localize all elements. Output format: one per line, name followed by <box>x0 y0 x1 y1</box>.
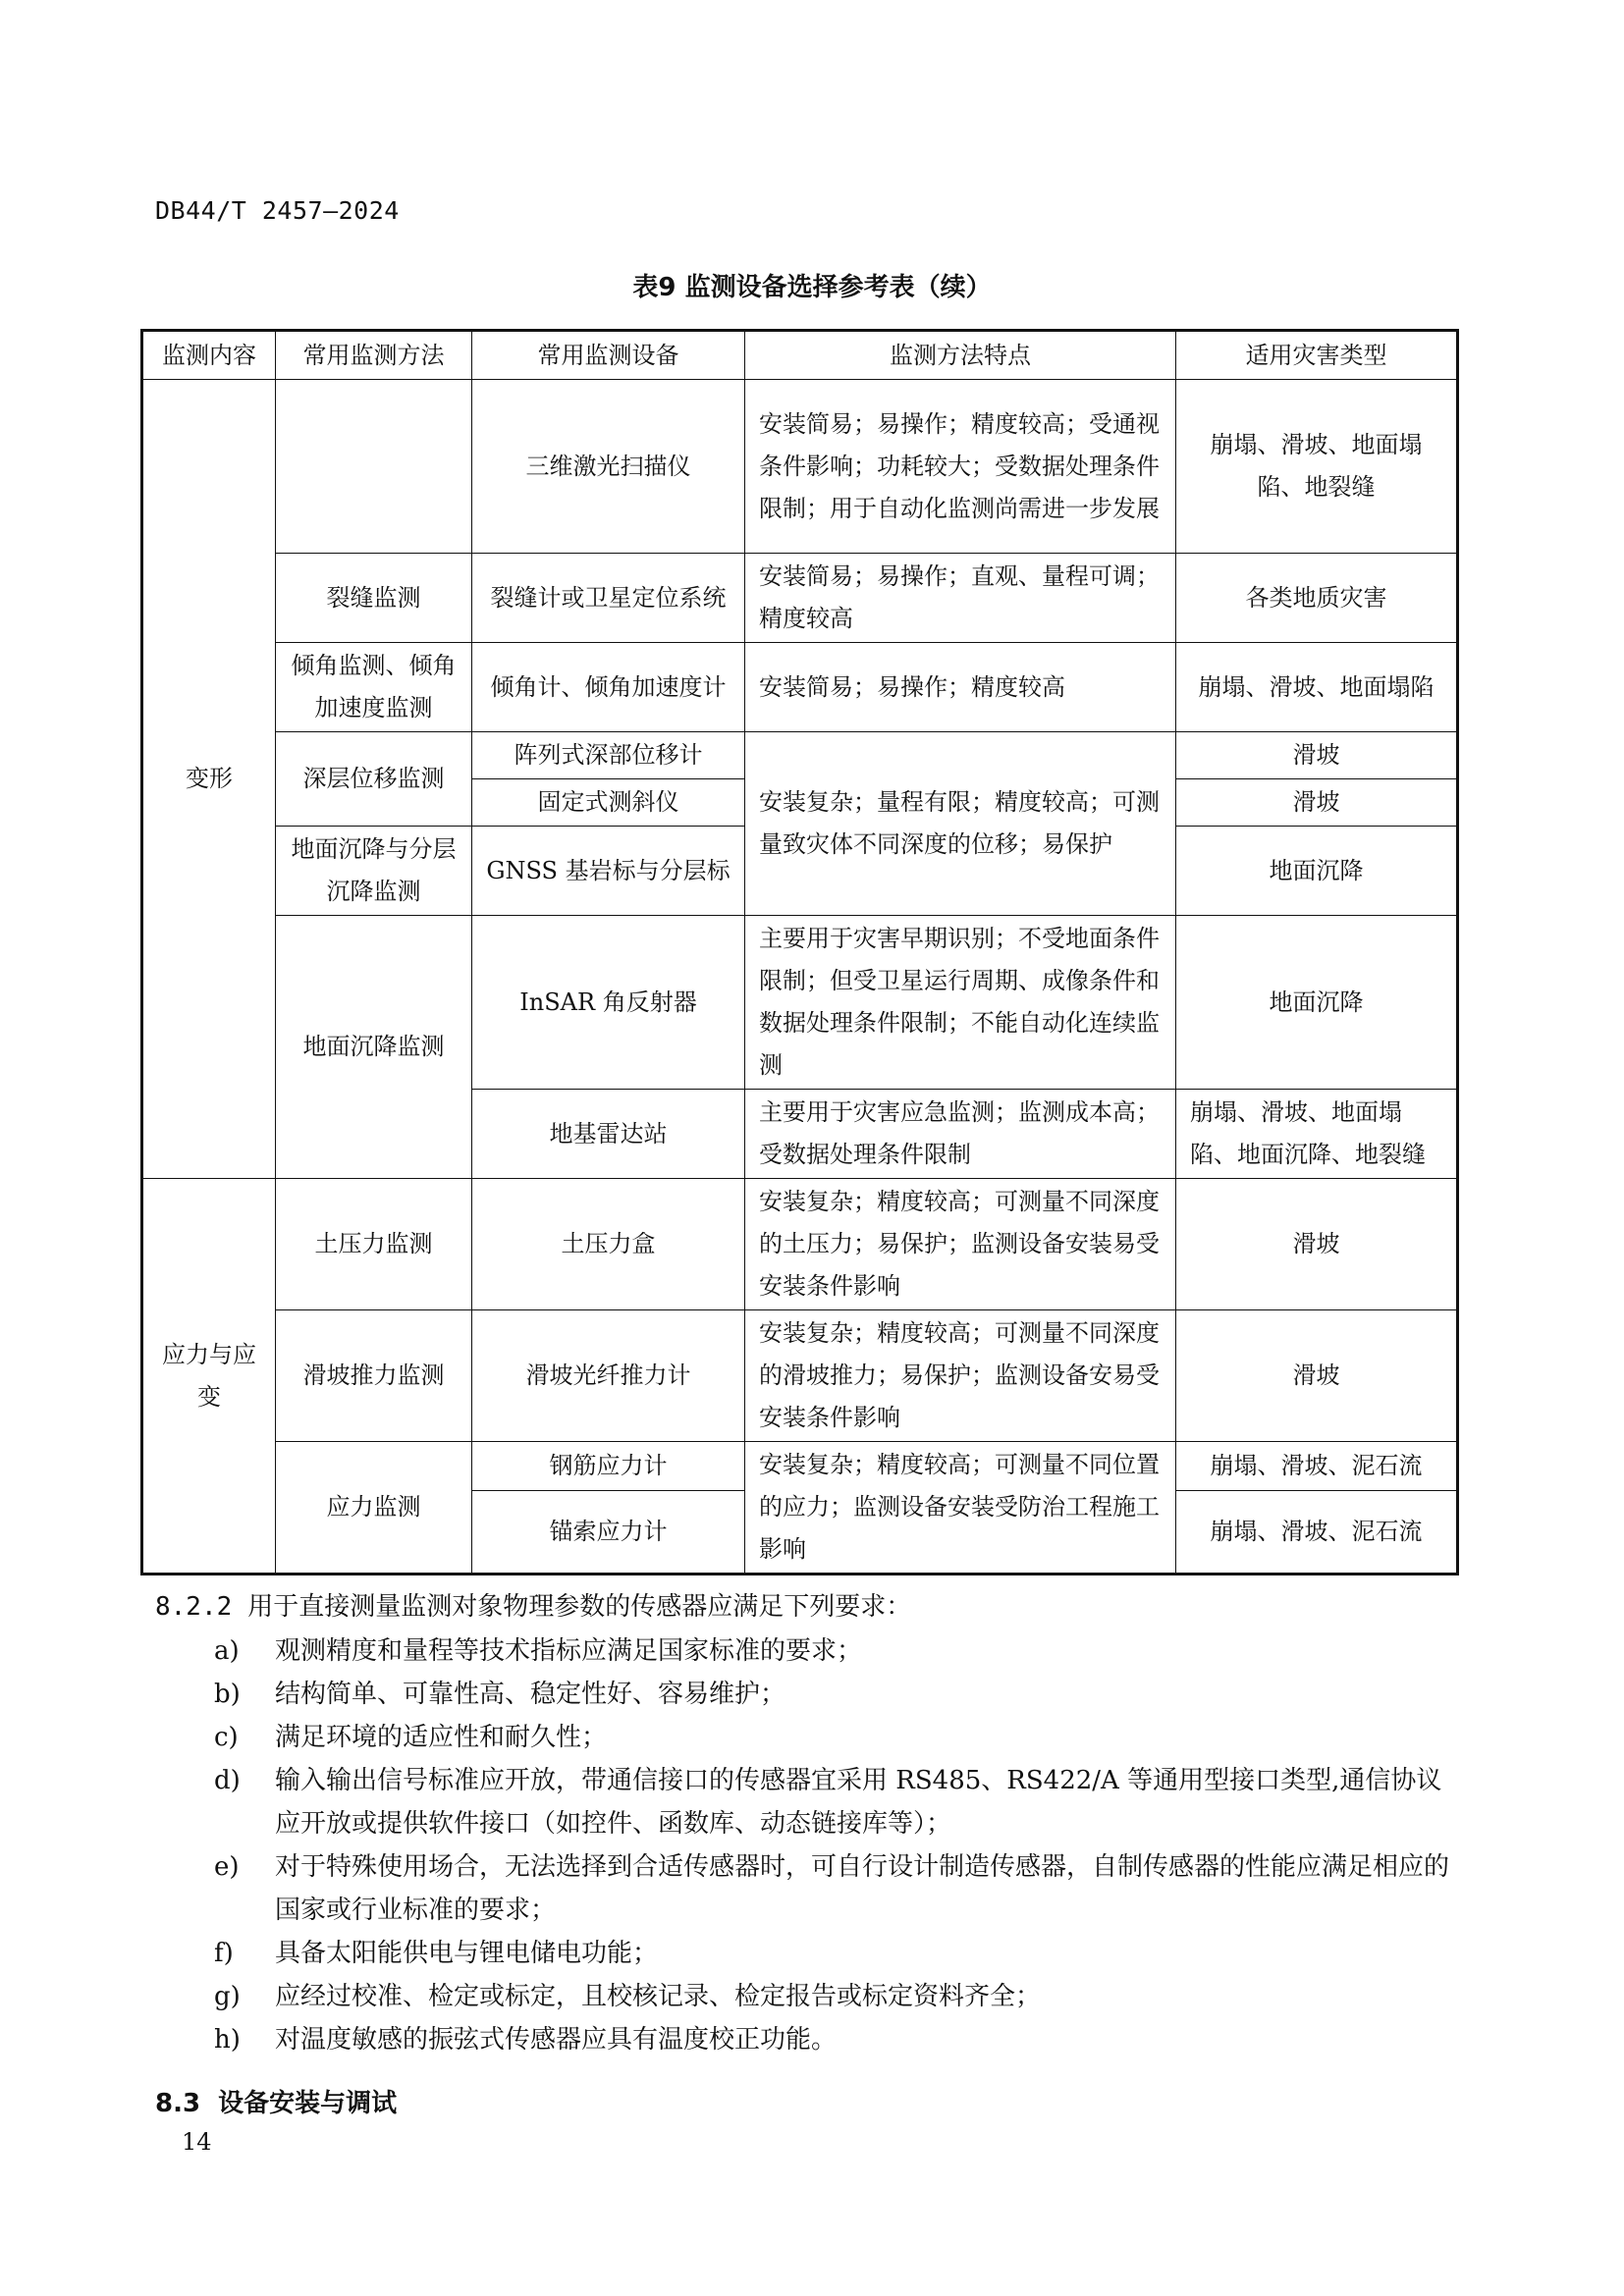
hazard-cell: 滑坡 <box>1176 1310 1458 1442</box>
content-cell: 变形 <box>142 380 276 1179</box>
list-item <box>214 1673 1456 1716</box>
list-item <box>214 2018 1456 2061</box>
list-item-text: 满足环境的适应性和耐久性； <box>275 1723 608 1752</box>
header-cell: 监测内容 <box>142 331 276 380</box>
table-row <box>142 1179 1458 1310</box>
page-number: 14 <box>182 2128 212 2156</box>
list-item-label: f) <box>214 1939 234 1968</box>
list-item-text: 具备太阳能供电与锂电储电功能； <box>275 1939 659 1968</box>
list-item-label: h) <box>214 2025 241 2055</box>
list-item-text: 观测精度和量程等技术指标应满足国家标准的要求； <box>275 1636 863 1666</box>
list-item-label: c) <box>214 1723 239 1752</box>
table-header-row <box>142 331 1458 380</box>
equipment-cell: 阵列式深部位移计 <box>472 732 745 779</box>
clause-number: 8.2.2 <box>155 1592 233 1622</box>
hazard-cell: 地面沉降 <box>1176 916 1458 1090</box>
list-item <box>214 1845 1456 1932</box>
equipment-cell: 钢筋应力计 <box>472 1442 745 1491</box>
method-cell: 滑坡推力监测 <box>276 1310 472 1442</box>
header-cell: 监测方法特点 <box>745 331 1176 380</box>
header-cell: 常用监测设备 <box>472 331 745 380</box>
table-row <box>142 643 1458 732</box>
list-item <box>214 1759 1456 1845</box>
table-row <box>142 1310 1458 1442</box>
equipment-cell: 裂缝计或卫星定位系统 <box>472 554 745 643</box>
list-item <box>214 1932 1456 1975</box>
content-cell: 应力与应变 <box>142 1179 276 1575</box>
document-code: DB44/T 2457—2024 <box>155 196 400 225</box>
features-cell: 安装复杂；精度较高；可测量不同深度的土压力；易保护；监测设备安装易受安装条件影响 <box>745 1179 1176 1310</box>
hazard-cell: 地面沉降 <box>1176 827 1458 916</box>
equipment-cell: GNSS 基岩标与分层标 <box>472 827 745 916</box>
table-row <box>142 1442 1458 1491</box>
equipment-cell: 滑坡光纤推力计 <box>472 1310 745 1442</box>
table-caption: 表9 监测设备选择参考表（续） <box>632 273 992 302</box>
list-item-text: 对温度敏感的振弦式传感器应具有温度校正功能。 <box>275 2025 838 2055</box>
table-row <box>142 380 1458 554</box>
list-item-label: a) <box>214 1636 240 1666</box>
method-cell: 土压力监测 <box>276 1179 472 1310</box>
hazard-cell: 滑坡 <box>1176 1179 1458 1310</box>
method-cell: 地面沉降与分层沉降监测 <box>276 827 472 916</box>
features-cell: 安装复杂；量程有限；精度较高；可测量致灾体不同深度的位移；易保护 <box>745 732 1176 916</box>
features-cell: 安装简易；易操作；直观、量程可调；精度较高 <box>745 554 1176 643</box>
method-cell <box>276 380 472 554</box>
list-item-text: 应经过校准、检定或标定，且校核记录、检定报告或标定资料齐全； <box>275 1982 1042 2011</box>
table-row <box>142 916 1458 1090</box>
list-item-label: g) <box>214 1982 241 2011</box>
table-row <box>142 732 1458 779</box>
hazard-cell: 崩塌、滑坡、地面塌陷、地裂缝 <box>1176 380 1458 554</box>
list-item <box>214 1629 1456 1673</box>
requirements-list <box>214 1629 1456 2061</box>
section-number: 8.3 <box>155 2089 201 2118</box>
equipment-cell: 锚索应力计 <box>472 1490 745 1574</box>
list-item-text: 输入输出信号标准应开放，带通信接口的传感器宜采用 RS485、RS422/A 等通用型接口类型,通信协议应开放或提供软件接口（如控件、函数库、动态链接库等）； <box>275 1766 1442 1839</box>
features-cell: 主要用于灾害应急监测；监测成本高；受数据处理条件限制 <box>745 1090 1176 1179</box>
list-item-label: d) <box>214 1766 241 1795</box>
table-row <box>142 554 1458 643</box>
features-cell: 安装简易；易操作；精度较高 <box>745 643 1176 732</box>
header-cell: 常用监测方法 <box>276 331 472 380</box>
method-cell: 深层位移监测 <box>276 732 472 827</box>
method-cell: 裂缝监测 <box>276 554 472 643</box>
clause-text: 用于直接测量监测对象物理参数的传感器应满足下列要求： <box>247 1592 912 1622</box>
equipment-cell: InSAR 角反射器 <box>472 916 745 1090</box>
equipment-cell: 地基雷达站 <box>472 1090 745 1179</box>
method-cell: 应力监测 <box>276 1442 472 1575</box>
hazard-cell: 滑坡 <box>1176 779 1458 827</box>
list-item <box>214 1716 1456 1759</box>
hazard-cell: 崩塌、滑坡、泥石流 <box>1176 1490 1458 1574</box>
section-title: 设备安装与调试 <box>218 2089 398 2118</box>
equipment-cell: 倾角计、倾角加速度计 <box>472 643 745 732</box>
hazard-cell: 滑坡 <box>1176 732 1458 779</box>
equipment-reference-table <box>140 329 1459 1575</box>
equipment-cell: 三维激光扫描仪 <box>472 380 745 554</box>
features-cell: 安装复杂；精度较高；可测量不同位置的应力；监测设备安装受防治工程施工影响 <box>745 1442 1176 1575</box>
equipment-cell: 土压力盒 <box>472 1179 745 1310</box>
list-item-label: e) <box>214 1852 240 1882</box>
features-cell: 安装简易；易操作；精度较高；受通视条件影响；功耗较大；受数据处理条件限制；用于自动化监测尚需进一步发展 <box>745 380 1176 554</box>
list-item-label: b) <box>214 1680 241 1709</box>
equipment-cell: 固定式测斜仪 <box>472 779 745 827</box>
list-item-text: 结构简单、可靠性高、稳定性好、容易维护； <box>275 1680 786 1709</box>
method-cell: 地面沉降监测 <box>276 916 472 1179</box>
hazard-cell: 崩塌、滑坡、地面塌陷 <box>1176 643 1458 732</box>
list-item <box>214 1975 1456 2018</box>
clause-8-2-2 <box>155 1586 911 1623</box>
hazard-cell: 崩塌、滑坡、泥石流 <box>1176 1442 1458 1491</box>
section-heading-8-3 <box>155 2083 397 2119</box>
features-cell: 安装复杂；精度较高；可测量不同深度的滑坡推力；易保护；监测设备安易受安装条件影响 <box>745 1310 1176 1442</box>
features-cell: 主要用于灾害早期识别；不受地面条件限制；但受卫星运行周期、成像条件和数据处理条件限制；不能自动化连续监测 <box>745 916 1176 1090</box>
list-item-text: 对于特殊使用场合，无法选择到合适传感器时，可自行设计制造传感器，自制传感器的性能应满足相应的国家或行业标准的要求； <box>275 1852 1450 1925</box>
header-cell: 适用灾害类型 <box>1176 331 1458 380</box>
hazard-cell: 崩塌、滑坡、地面塌陷、地面沉降、地裂缝 <box>1176 1090 1458 1179</box>
hazard-cell: 各类地质灾害 <box>1176 554 1458 643</box>
method-cell: 倾角监测、倾角加速度监测 <box>276 643 472 732</box>
